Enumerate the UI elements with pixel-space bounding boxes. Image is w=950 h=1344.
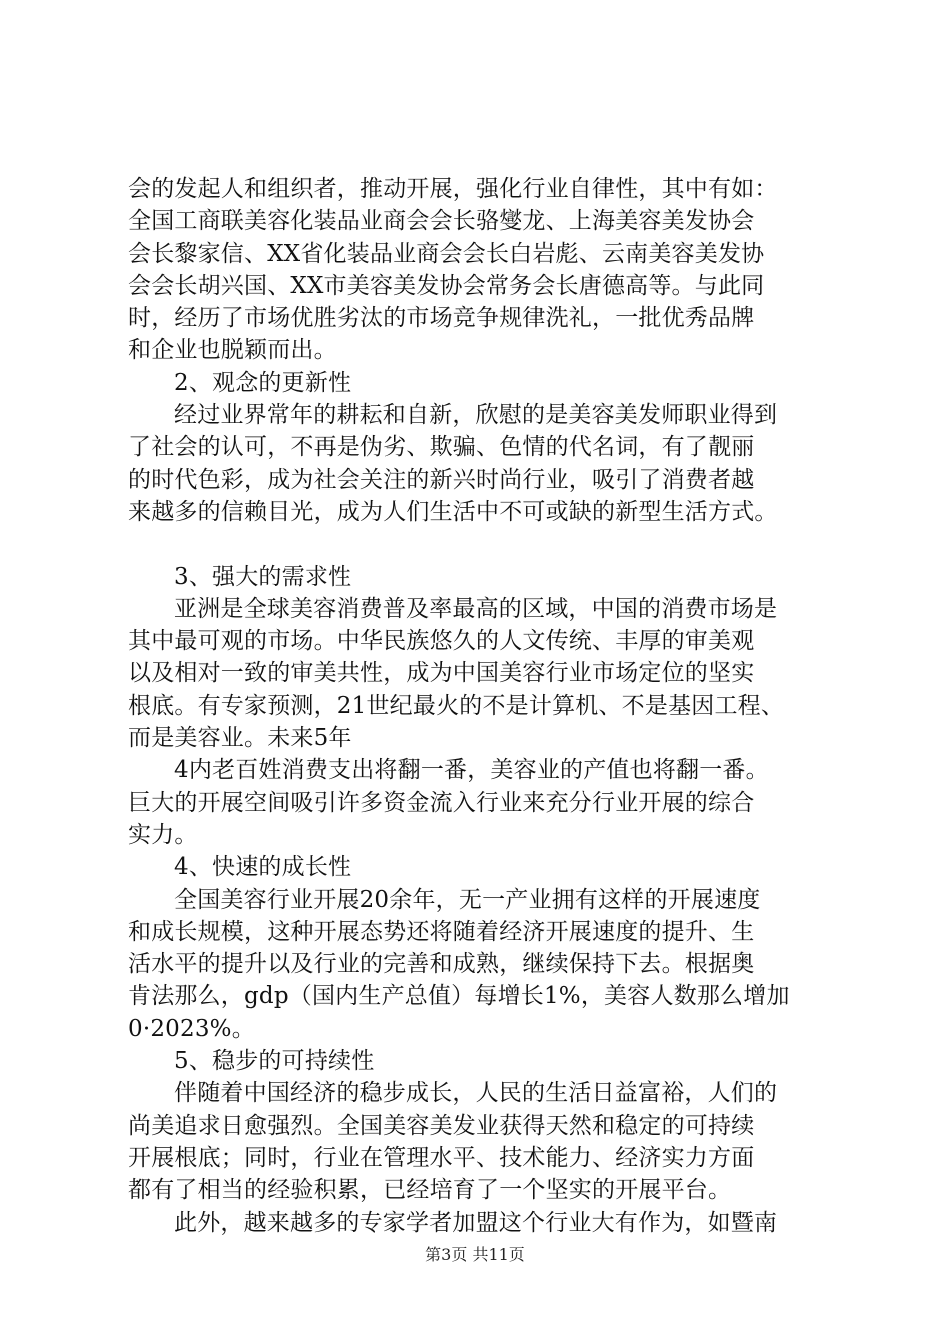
text-line: 伴随着中国经济的稳步成长，人民的生活日益富裕，人们的 — [174, 1080, 778, 1107]
text-line: 活水平的提升以及行业的完善和成熟，继续保持下去。根据奥 — [128, 951, 755, 978]
text-line: 实力。 — [128, 821, 198, 848]
page-number-footer: 第3页 共11页 — [425, 1245, 525, 1264]
text-line: 经过业界常年的耕耘和自新，欣慰的是美容美发师职业得到 — [174, 402, 778, 429]
text-line: 肯法那么，gdp（国内生产总值）每增长1%，美容人数那么增加 — [128, 983, 790, 1010]
text-line: 0·2023%。 — [128, 1015, 255, 1042]
text-line: 根底。有专家预测，21世纪最火的不是计算机、不是基因工程、 — [128, 692, 785, 719]
text-line: 以及相对一致的审美共性，成为中国美容行业市场定位的坚实 — [128, 660, 755, 687]
text-line: 亚洲是全球美容消费普及率最高的区域，中国的消费市场是 — [174, 595, 778, 622]
text-line: 全国美容行业开展20余年，无一产业拥有这样的开展速度 — [174, 886, 761, 913]
text-line: 而是美容业。未来5年 — [128, 725, 352, 752]
text-line: 会的发起人和组织者，推动开展，强化行业自律性，其中有如： — [128, 176, 778, 202]
text-line: 全国工商联美容化装品业商会会长骆燮龙、上海美容美发协会 — [128, 208, 755, 235]
text-line: 来越多的信赖目光，成为人们生活中不可或缺的新型生活方式。 — [128, 498, 778, 525]
section-heading: 4、快速的成长性 — [174, 854, 352, 881]
text-line: 尚美追求日愈强烈。全国美容美发业获得天然和稳定的可持续 — [128, 1112, 755, 1139]
text-line: 都有了相当的经验积累，已经培育了一个坚实的开展平台。 — [128, 1177, 732, 1204]
section-heading: 5、稳步的可持续性 — [174, 1048, 375, 1075]
text-line: 时，经历了市场优胜劣汰的市场竞争规律洗礼，一批优秀品牌 — [128, 305, 755, 332]
text-line: 和企业也脱颖而出。 — [128, 337, 337, 364]
text-line: 其中最可观的市场。中华民族悠久的人文传统、丰厚的审美观 — [128, 628, 755, 655]
text-line: 4内老百姓消费支出将翻一番，美容业的产值也将翻一番。 — [174, 757, 769, 784]
section-heading: 3、强大的需求性 — [174, 563, 352, 590]
section-heading: 2、观念的更新性 — [174, 369, 352, 396]
text-line: 巨大的开展空间吸引许多资金流入行业来充分行业开展的综合 — [128, 789, 755, 816]
text-line: 了社会的认可，不再是伪劣、欺骗、色情的代名词，有了靓丽 — [128, 434, 755, 461]
text-line: 的时代色彩，成为社会关注的新兴时尚行业，吸引了消费者越 — [128, 466, 755, 493]
text-line: 此外，越来越多的专家学者加盟这个行业大有作为，如暨南 — [174, 1209, 778, 1236]
text-line: 和成长规模，这种开展态势还将随着经济开展速度的提升、生 — [128, 918, 755, 945]
text-line: 会会长胡兴国、XX市美容美发协会常务会长唐德高等。与此同 — [128, 272, 765, 299]
text-line: 开展根底；同时，行业在管理水平、技术能力、经济实力方面 — [128, 1144, 755, 1171]
document-body — [128, 173, 838, 1239]
text-line: 会长黎家信、XX省化装品业商会会长白岩彪、云南美容美发协 — [128, 240, 765, 267]
paragraph-gap — [128, 528, 838, 560]
